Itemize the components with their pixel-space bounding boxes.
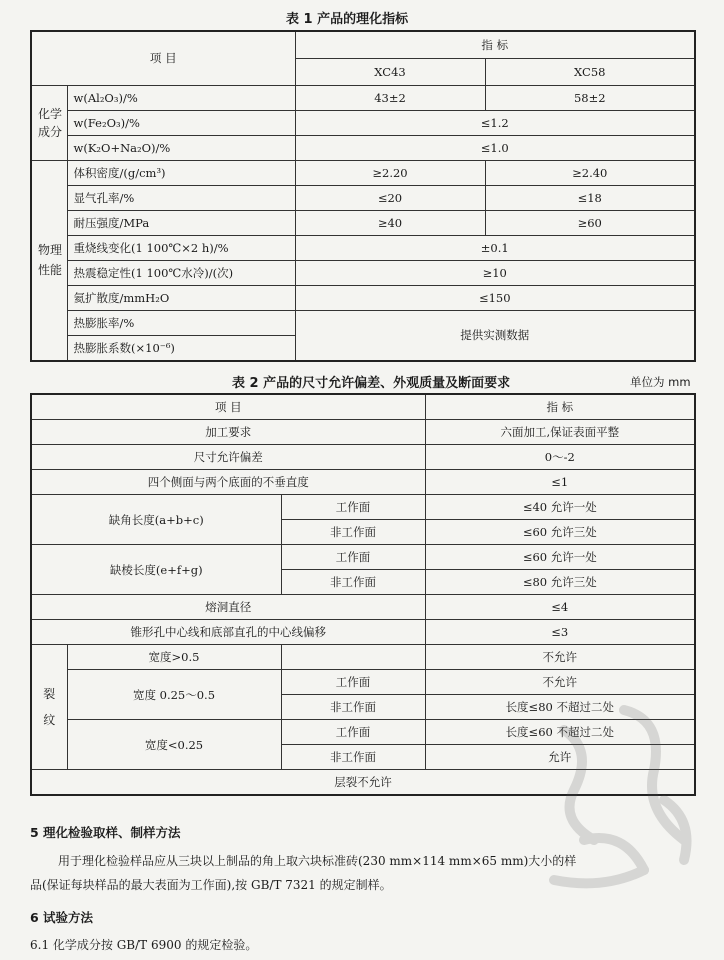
row-w2-work-value: 不允许 — [425, 670, 695, 695]
row-machining-value: 六面加工,保证表面平整 — [425, 420, 695, 445]
section61-text: 6.1 化学成分按 GB/T 6900 的规定检验。 — [30, 938, 258, 952]
row-k2o-label: w(K₂O+Na₂O)/% — [67, 135, 295, 160]
row-k2o-value: ≤1.0 — [295, 135, 695, 160]
table2-caption: 表 2 产品的尺寸允许偏差、外观质量及断面要求 — [232, 376, 511, 391]
row-w2-label: 宽度 0.25～0.5 — [67, 670, 281, 720]
table1 — [30, 30, 696, 362]
row-shock-label: 热震稳定性(1 100℃水冷)/(次) — [67, 260, 295, 285]
row-corner-nonwork: 非工作面 — [281, 520, 425, 545]
row-al2o3-xc43: 43±2 — [295, 85, 485, 110]
row-w2-nonwork: 非工作面 — [281, 695, 425, 720]
row-diffusion-value: ≤150 — [295, 285, 695, 310]
row-w3-nonwork-value: 允许 — [425, 745, 695, 770]
row-porosity-label: 显气孔率/% — [67, 185, 295, 210]
row-tolerance-label: 尺寸允许偏差 — [31, 445, 425, 470]
row-density-xc58: ≥2.40 — [485, 160, 695, 185]
table1-col-xc58: XC58 — [485, 58, 695, 85]
row-w2-work: 工作面 — [281, 670, 425, 695]
row-w3-work: 工作面 — [281, 720, 425, 745]
table1-header-item: 项 目 — [31, 31, 295, 85]
row-al2o3-xc58: 58±2 — [485, 85, 695, 110]
section5-text-line1: 用于理化检验样品应从三块以上制品的角上取六块标准砖(230 mm×114 mm×65 mm)大小的样 — [58, 854, 577, 868]
row-perp-value: ≤1 — [425, 470, 695, 495]
table1-caption: 表 1 产品的理化指标 — [286, 12, 409, 27]
section5-title: 5 理化检验取样、制样方法 — [30, 825, 181, 840]
row-w1-empty — [281, 645, 425, 670]
row-corner-nonwork-value: ≤60 允许三处 — [425, 520, 695, 545]
row-corner-work: 工作面 — [281, 495, 425, 520]
table2-header-item: 项 目 — [31, 394, 425, 420]
section5-text-line2: 品(保证每块样品的最大表面为工作面),按 GB/T 7321 的规定制样。 — [30, 878, 392, 892]
row-shock-value: ≥10 — [295, 260, 695, 285]
table1-header-index: 指 标 — [295, 31, 695, 58]
row-corner-work-value: ≤40 允许一处 — [425, 495, 695, 520]
row-density-xc43: ≥2.20 — [295, 160, 485, 185]
row-edge-label: 缺棱长度(e+f+g) — [31, 545, 281, 595]
row-layer: 层裂不允许 — [31, 770, 695, 796]
row-fe2o3-label: w(Fe₂O₃)/% — [67, 110, 295, 135]
row-fe2o3-value: ≤1.2 — [295, 110, 695, 135]
row-perp-label: 四个侧面与两个底面的不垂直度 — [31, 470, 425, 495]
row-hole-value: ≤4 — [425, 595, 695, 620]
row-edge-work: 工作面 — [281, 545, 425, 570]
row-edge-nonwork: 非工作面 — [281, 570, 425, 595]
row-tolerance-value: 0～-2 — [425, 445, 695, 470]
group-crack: 裂纹 — [31, 645, 67, 770]
section6-title: 6 试验方法 — [30, 910, 94, 925]
row-w1-value: 不允许 — [425, 645, 695, 670]
row-machining-label: 加工要求 — [31, 420, 425, 445]
row-diffusion-label: 氦扩散度/mmH₂O — [67, 285, 295, 310]
row-reheat-value: ±0.1 — [295, 235, 695, 260]
row-density-label: 体积密度/(g/cm³) — [67, 160, 295, 185]
row-edge-work-value: ≤60 允许一处 — [425, 545, 695, 570]
row-w3-label: 宽度<0.25 — [67, 720, 281, 770]
row-strength-xc43: ≥40 — [295, 210, 485, 235]
row-corner-label: 缺角长度(a+b+c) — [31, 495, 281, 545]
row-offset-value: ≤3 — [425, 620, 695, 645]
row-edge-nonwork-value: ≤80 允许三处 — [425, 570, 695, 595]
row-hole-label: 熔洞直径 — [31, 595, 425, 620]
row-porosity-xc58: ≤18 — [485, 185, 695, 210]
row-w3-nonwork: 非工作面 — [281, 745, 425, 770]
table2-unit: 单位为 mm — [630, 375, 691, 389]
row-w1-label: 宽度>0.5 — [67, 645, 281, 670]
row-reheat-label: 重烧线变化(1 100℃×2 h)/% — [67, 235, 295, 260]
stamp-watermark-icon — [524, 690, 724, 920]
table1-col-xc43: XC43 — [295, 58, 485, 85]
row-offset-label: 锥形孔中心线和底部直孔的中心线偏移 — [31, 620, 425, 645]
row-expansion-label: 热膨胀率/% — [67, 310, 295, 335]
row-w3-work-value: 长度≤60 不超过二处 — [425, 720, 695, 745]
row-provide-value: 提供实测数据 — [295, 310, 695, 361]
row-coef-label: 热膨胀系数(×10⁻⁶) — [67, 335, 295, 361]
group-physical: 物理性能 — [31, 160, 67, 361]
row-strength-label: 耐压强度/MPa — [67, 210, 295, 235]
group-chemical: 化学成分 — [31, 85, 67, 160]
row-w2-nonwork-value: 长度≤80 不超过二处 — [425, 695, 695, 720]
table2-header-index: 指 标 — [425, 394, 695, 420]
row-porosity-xc43: ≤20 — [295, 185, 485, 210]
row-al2o3-label: w(Al₂O₃)/% — [67, 85, 295, 110]
row-strength-xc58: ≥60 — [485, 210, 695, 235]
